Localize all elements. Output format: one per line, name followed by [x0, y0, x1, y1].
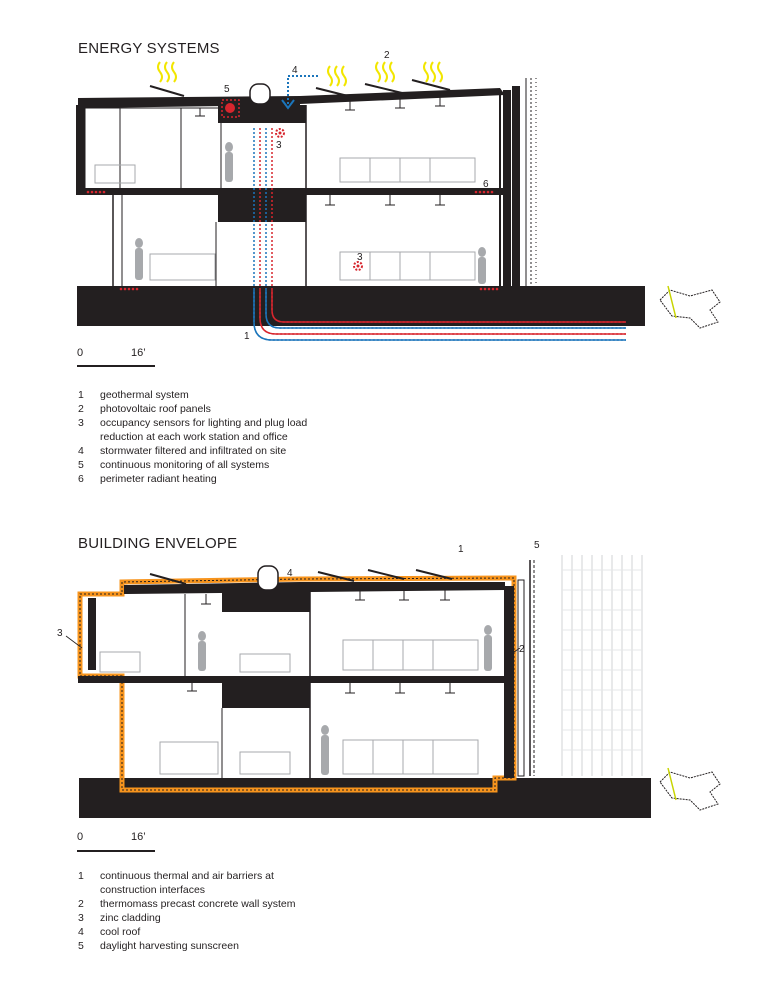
roof-slab-right	[300, 88, 505, 104]
left-wing-wall	[76, 105, 85, 195]
callout-3a: 3	[276, 140, 282, 151]
legend-item: 5 continuous monitoring of all systems	[78, 459, 270, 471]
legend-item: 6 perimeter radiant heating	[78, 473, 217, 485]
energy-systems-title: ENERGY SYSTEMS	[78, 40, 220, 57]
person-figure	[484, 625, 492, 635]
legend-item: 2 thermomass precast concrete wall system	[78, 898, 296, 910]
person-figure	[321, 725, 329, 735]
skylight	[258, 566, 278, 590]
building-envelope-title: BUILDING ENVELOPE	[78, 535, 238, 552]
callout-6: 6	[483, 179, 489, 190]
person-figure	[135, 238, 143, 248]
callout-4: 4	[292, 65, 298, 76]
callout-5: 5	[224, 84, 230, 95]
legend-item: 3 zinc cladding	[78, 912, 161, 924]
scale-end-label: 16’	[131, 347, 146, 359]
core-middle	[218, 188, 306, 222]
callout-1: 1	[458, 544, 464, 555]
sunscreen	[512, 86, 520, 286]
callout-2: 2	[519, 644, 525, 655]
person-figure	[198, 631, 206, 641]
ground-slab	[79, 778, 651, 818]
scale-end-label: 16’	[131, 831, 146, 843]
callout-5: 5	[534, 540, 540, 551]
scale-bar	[77, 850, 155, 852]
person-figure	[478, 247, 486, 257]
legend-item: 3 occupancy sensors for lighting and plug load reduction at each work station and office	[78, 417, 308, 443]
callout-3: 3	[57, 628, 63, 639]
energy-systems-section-drawing	[0, 0, 773, 360]
energy-legend	[78, 388, 330, 486]
building-envelope-section-drawing	[0, 530, 773, 830]
callout-1: 1	[244, 331, 250, 342]
right-facade-wall	[504, 586, 514, 778]
scale-bar	[77, 365, 155, 367]
envelope-legend	[78, 869, 330, 953]
legend-item: 1 continuous thermal and air barriers at construction interfaces	[78, 870, 274, 896]
person-figure	[225, 142, 233, 152]
key-plan	[660, 286, 720, 328]
callout-3b: 3	[357, 252, 363, 263]
second-floor-slab	[78, 676, 512, 683]
callout-2: 2	[384, 50, 390, 61]
legend-item: 2 photovoltaic roof panels	[78, 403, 211, 415]
sunscreen-elevation	[562, 555, 642, 776]
legend-item: 5 daylight harvesting sunscreen	[78, 940, 239, 952]
legend-item: 4 cool roof	[78, 926, 141, 938]
callout-4: 4	[287, 568, 293, 579]
scale-start-label: 0	[77, 347, 84, 359]
ground-slab	[77, 286, 645, 326]
skylight	[250, 84, 270, 104]
sunscreen	[518, 580, 524, 776]
right-facade-wall	[503, 90, 511, 286]
scale-start-label: 0	[77, 831, 84, 843]
core-upper	[222, 590, 310, 612]
key-plan	[660, 768, 720, 810]
legend-item: 4 stormwater filtered and infiltrated on site	[78, 445, 287, 457]
legend-item: 1 geothermal system	[78, 389, 189, 401]
